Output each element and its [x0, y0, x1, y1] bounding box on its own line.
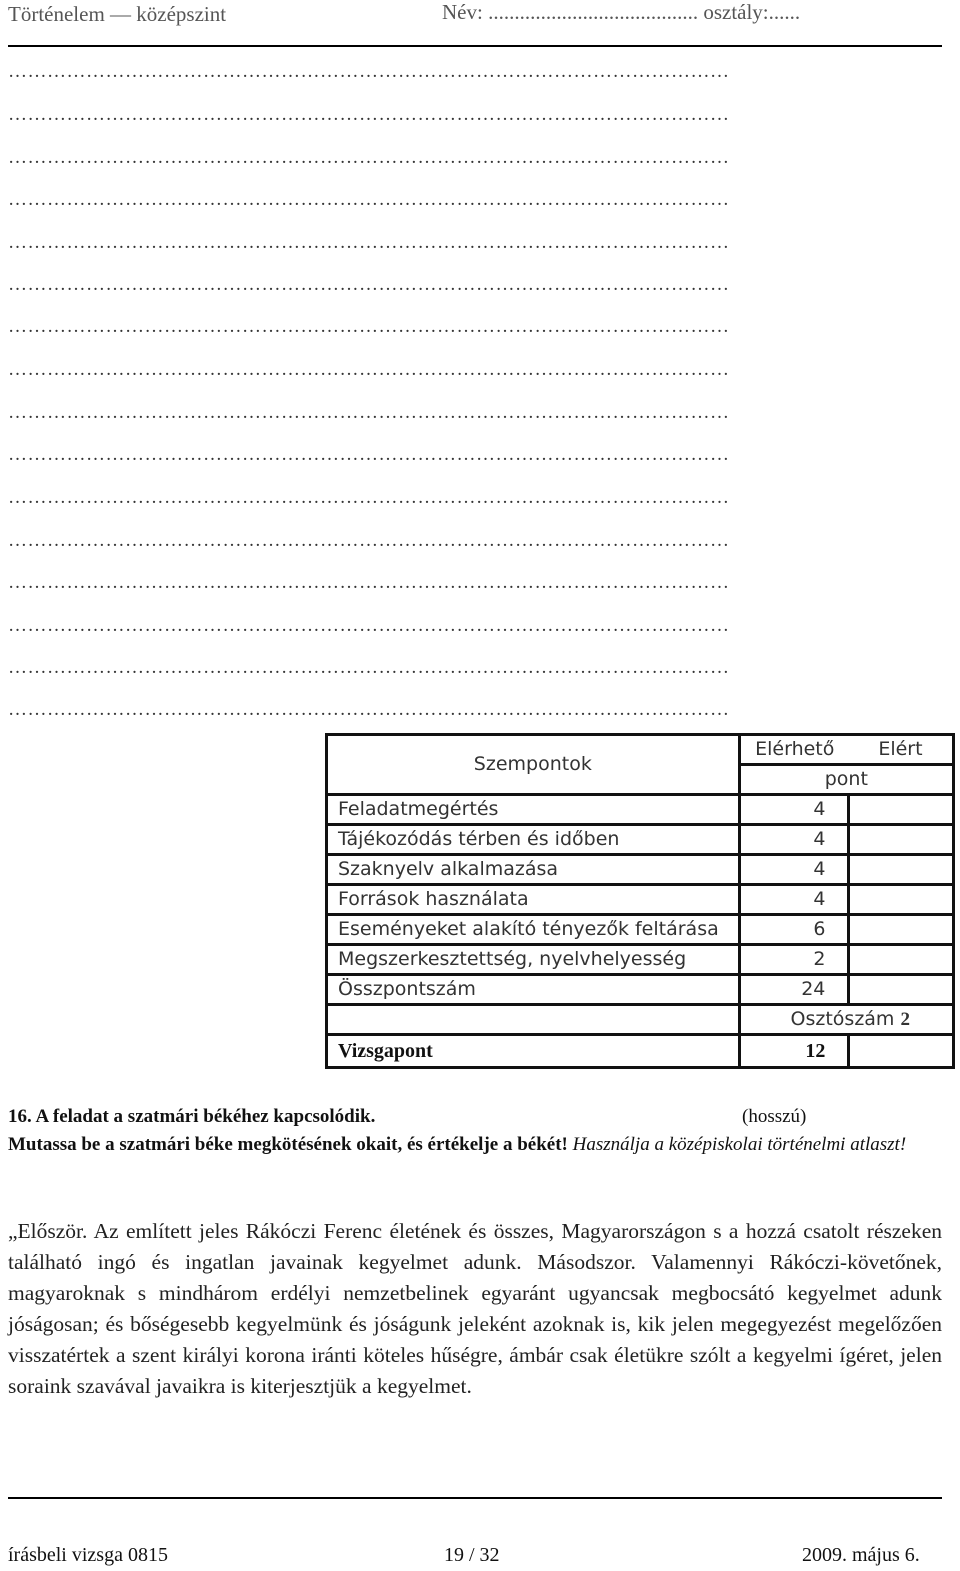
- criterion-points: 4: [739, 855, 849, 885]
- divisor-label: Osztószám: [790, 1008, 895, 1030]
- answer-line[interactable]: …………………………………………………………………………………………………: [8, 488, 730, 507]
- criterion-points: 6: [739, 915, 849, 945]
- answer-line[interactable]: …………………………………………………………………………………………………: [8, 445, 730, 464]
- header-name-class-field: Név: ........................................ osztály:......: [442, 0, 801, 24]
- answer-line[interactable]: …………………………………………………………………………………………………: [8, 403, 730, 422]
- criterion-points: 2: [739, 945, 849, 975]
- exam-points-label: Vizsgapont: [327, 1035, 740, 1068]
- page-header: [8, 0, 942, 48]
- answer-line[interactable]: …………………………………………………………………………………………………: [8, 62, 730, 81]
- exam-points-value: 12: [739, 1035, 849, 1068]
- divisor-row: [327, 1005, 954, 1035]
- answer-line[interactable]: …………………………………………………………………………………………………: [8, 360, 730, 379]
- table-row: [327, 945, 954, 975]
- total-points: 24: [739, 975, 849, 1005]
- criterion-points: 4: [739, 795, 849, 825]
- footer-rule: [8, 1497, 942, 1499]
- achieved-cell[interactable]: [849, 795, 954, 825]
- criterion-points: 4: [739, 885, 849, 915]
- achieved-cell[interactable]: [849, 855, 954, 885]
- answer-line[interactable]: …………………………………………………………………………………………………: [8, 658, 730, 677]
- answer-line[interactable]: …………………………………………………………………………………………………: [8, 616, 730, 635]
- criterion-label: Tájékozódás térben és időben: [327, 825, 740, 855]
- achieved-cell[interactable]: [849, 825, 954, 855]
- answer-line[interactable]: …………………………………………………………………………………………………: [8, 317, 730, 336]
- table-row: [327, 885, 954, 915]
- criterion-points: 4: [739, 825, 849, 855]
- divisor-empty-cell: [327, 1005, 740, 1035]
- footer-page-number: 19 / 32: [444, 1544, 500, 1566]
- answer-line[interactable]: …………………………………………………………………………………………………: [8, 148, 730, 167]
- points-header: pont: [739, 765, 953, 795]
- criterion-label: Megszerkesztettség, nyelvhelyesség: [327, 945, 740, 975]
- answer-line[interactable]: …………………………………………………………………………………………………: [8, 700, 730, 719]
- answer-line[interactable]: …………………………………………………………………………………………………: [8, 105, 730, 124]
- achieved-cell[interactable]: [849, 885, 954, 915]
- task-instruction: [8, 1131, 942, 1159]
- total-label: Összpontszám: [327, 975, 740, 1005]
- scoring-table: [325, 733, 955, 1069]
- exam-achieved-cell[interactable]: [849, 1035, 954, 1068]
- footer-exam-code: írásbeli vizsga 0815: [8, 1544, 168, 1566]
- achieved-cell[interactable]: [849, 945, 954, 975]
- achieved-header: Elért: [849, 735, 954, 765]
- task-instruction-italic: Használja a középiskolai történelmi atlaszt!: [572, 1134, 907, 1155]
- divisor-cell: [739, 1005, 953, 1035]
- criterion-label: Szaknyelv alkalmazása: [327, 855, 740, 885]
- total-achieved-cell[interactable]: [849, 975, 954, 1005]
- task-title: 16. A feladat a szatmári békéhez kapcsolódik.: [8, 1106, 376, 1127]
- header-rule: [8, 45, 942, 47]
- available-header: Elérhető: [739, 735, 849, 765]
- divisor-value: 2: [900, 1009, 910, 1030]
- answer-line[interactable]: …………………………………………………………………………………………………: [8, 233, 730, 252]
- table-row: [327, 855, 954, 885]
- exam-points-row: [327, 1035, 954, 1068]
- header-subject: Történelem — középszint: [8, 2, 227, 26]
- criteria-header: Szempontok: [327, 735, 740, 795]
- source-quote: „Először. Az említett jeles Rákóczi Ferenc életének és összes, Magyarországon s a hozzá csatolt részeken található ingó és ingatlan javainak kegyelmet adunk. Másodszor. Valamennyi Rákóczi-követőnek, magyaroknak s mindhárom erdélyi nemzetbelinek egyaránt ugyancsak megbocsátó kegyelmet adunk jóságosan; és bőségesebb kegyelmünk és jóságunk jeleként azoknak is, kik jelen megegyezést megelőzően visszatértek a szent királyi korona iránti köteles hűségre, ámbár csak életükre szólt a kegyelmi ígéret, jelen soraink szavával javaikra is kiterjesztjük a kegyelmet.: [8, 1219, 942, 1398]
- criterion-label: Feladatmegértés: [327, 795, 740, 825]
- table-row: [327, 825, 954, 855]
- answer-line[interactable]: …………………………………………………………………………………………………: [8, 531, 730, 550]
- answer-line[interactable]: …………………………………………………………………………………………………: [8, 573, 730, 592]
- total-row: [327, 975, 954, 1005]
- task-type: (hosszú): [742, 1106, 807, 1127]
- table-row: [327, 795, 954, 825]
- footer-date: 2009. május 6.: [802, 1544, 920, 1566]
- answer-line[interactable]: …………………………………………………………………………………………………: [8, 190, 730, 209]
- criterion-label: Források használata: [327, 885, 740, 915]
- table-row: [327, 915, 954, 945]
- achieved-cell[interactable]: [849, 915, 954, 945]
- criterion-label: Eseményeket alakító tényezők feltárása: [327, 915, 740, 945]
- task-instruction-bold: Mutassa be a szatmári béke megkötésének okait, és értékelje a békét!: [8, 1134, 568, 1155]
- task-title-row: [8, 1103, 942, 1131]
- answer-line[interactable]: …………………………………………………………………………………………………: [8, 275, 730, 294]
